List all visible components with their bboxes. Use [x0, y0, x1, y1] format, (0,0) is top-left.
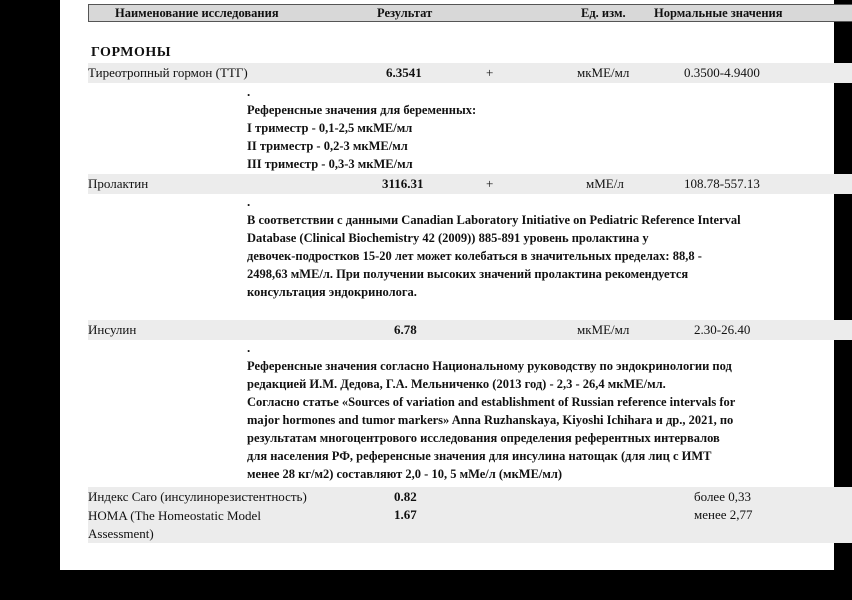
note-line: 2498,63 мМЕ/л. При получении высоких значений пролактина рекомендуется [247, 267, 689, 281]
note-prolactin [247, 211, 827, 301]
note-dot-prolactin: . [247, 194, 251, 209]
test-result-caro: 0.82 [394, 489, 417, 504]
document-page [60, 0, 834, 570]
test-name-prolactin: Пролактин [88, 176, 149, 191]
test-name-insulin: Инсулин [88, 322, 137, 337]
note-dot-insulin: . [247, 340, 251, 355]
test-result-ttg: 6.3541 [386, 65, 422, 80]
test-result-insulin: 6.78 [394, 322, 417, 337]
test-norm-prolactin: 108.78-557.13 [684, 176, 760, 191]
test-norm-ttg: 0.3500-4.9400 [684, 65, 760, 80]
header-name: Наименование исследования [115, 6, 279, 20]
test-result-prolactin: 3116.31 [382, 176, 424, 191]
test-flag-ttg: + [486, 65, 494, 80]
test-unit-insulin: мкМЕ/мл [577, 322, 630, 337]
note-line: В соответствии с данными Canadian Laboratory Initiative on Pediatric Reference Interval [247, 213, 741, 227]
test-result-homa: 1.67 [394, 507, 417, 522]
test-flag-prolactin: + [486, 176, 494, 191]
test-name-homa-line1: HOMA (The Homeostatic Model [88, 508, 261, 523]
note-line: результатам многоцентрового исследования определения референтных интервалов [247, 431, 720, 445]
header-result: Результат [377, 6, 433, 20]
note-dot-ttg: . [247, 84, 251, 99]
test-name-ttg: Тиреотропный гормон (ТТГ) [88, 65, 248, 80]
note-line: I триместр - 0,1-2,5 мкМЕ/мл [247, 121, 413, 135]
note-line: major hormones and tumor markers» Anna Ruzhanskaya, Kiyoshi Ichihara и др., 2021, по [247, 413, 734, 427]
test-norm-insulin: 2.30-26.40 [694, 322, 751, 337]
note-line: II триместр - 0,2-3 мкМЕ/мл [247, 139, 408, 153]
note-insulin [247, 357, 827, 483]
note-line: Референсные значения согласно Национальному руководству по эндокринологии под [247, 359, 732, 373]
test-norm-caro: более 0,33 [694, 489, 751, 504]
note-line: редакцией И.М. Дедова, Г.А. Мельниченко (2013 год) - 2,3 - 26,4 мкМЕ/мл. [247, 377, 666, 391]
note-line: Database (Clinical Biochemistry 42 (2009)) 885-891 уровень пролактина у [247, 231, 649, 245]
note-line: менее 28 кг/м2) составляют 2,0 - 10, 5 мМе/л (мкМЕ/мл) [247, 467, 563, 481]
section-title: ГОРМОНЫ [91, 45, 171, 60]
note-line: для населения РФ, референсные значения для инсулина натощак (для лиц с ИМТ [247, 449, 712, 463]
table-header [88, 4, 852, 22]
test-name-caro: Индекс Caro (инсулинорезистентность) [88, 489, 307, 504]
note-ttg [247, 101, 807, 173]
header-norm: Нормальные значения [654, 6, 783, 20]
test-unit-prolactin: мМЕ/л [586, 176, 624, 191]
note-line: III триместр - 0,3-3 мкМЕ/мл [247, 157, 413, 171]
note-line: Референсные значения для беременных: [247, 103, 477, 117]
test-norm-homa: менее 2,77 [694, 507, 753, 522]
test-unit-ttg: мкМЕ/мл [577, 65, 630, 80]
header-unit: Ед. изм. [581, 6, 626, 20]
note-line: девочек-подростков 15-20 лет может колебаться в значительных пределах: 88,8 - [247, 249, 702, 263]
test-name-homa-line2: Assessment) [88, 526, 154, 541]
test-name-homa [88, 507, 261, 543]
note-line: Согласно статье «Sources of variation and establishment of Russian reference intervals for [247, 395, 736, 409]
note-line: консультация эндокринолога. [247, 285, 417, 299]
